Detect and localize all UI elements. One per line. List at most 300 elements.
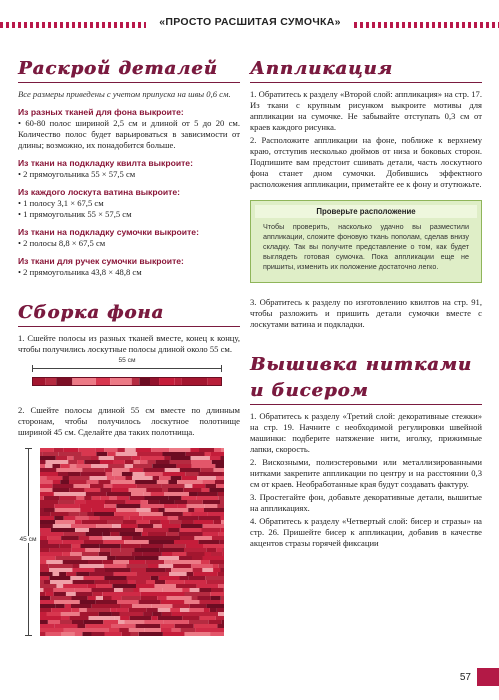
- fabric-piece: [186, 552, 204, 556]
- fabric-piece: [184, 548, 207, 552]
- fabric-piece: [40, 528, 51, 532]
- fabric-piece: [170, 460, 191, 464]
- fabric-piece: [213, 568, 220, 572]
- fabric-piece: [145, 496, 169, 500]
- fabric-piece: [179, 556, 192, 560]
- fabric-piece: [76, 516, 89, 520]
- fabric-piece: [211, 596, 221, 600]
- fabric-piece: [129, 488, 147, 492]
- fabric-piece: [40, 600, 54, 604]
- fabric-piece: [182, 588, 189, 592]
- fabric-piece: [149, 540, 174, 544]
- left-column: [18, 58, 240, 636]
- fabric-piece: [88, 628, 109, 632]
- fabric-piece: [89, 528, 110, 532]
- fabric-piece: [214, 448, 221, 452]
- fabric-piece: [159, 564, 174, 568]
- fabric-piece: [73, 580, 95, 584]
- fabric-piece: [153, 524, 162, 528]
- fabric-piece: [194, 508, 204, 512]
- fabric-piece: [40, 456, 56, 460]
- fabric-piece: [40, 596, 50, 600]
- fabric-piece: [143, 612, 152, 616]
- fabric-piece: [142, 516, 168, 520]
- cutting-item: • 1 прямоугольник 55 × 57,5 см: [18, 209, 132, 219]
- fabric-piece: [82, 632, 91, 636]
- fabric-piece: [122, 632, 131, 636]
- fabric-piece: [155, 584, 177, 588]
- fabric-piece: [141, 544, 164, 548]
- fabric-piece: [150, 378, 159, 386]
- fabric-piece: [40, 484, 53, 488]
- fabric-piece: [170, 520, 182, 524]
- fabric-piece: [44, 508, 55, 512]
- fabric-piece: [111, 548, 120, 552]
- fabric-piece: [159, 508, 165, 512]
- fabric-piece: [134, 588, 140, 592]
- fabric-piece: [210, 608, 217, 612]
- fabric-piece: [91, 464, 108, 468]
- cutting-group-title: Из ткани на подкладку сумочки выкроите:: [18, 227, 199, 237]
- fabric-piece: [77, 460, 84, 464]
- fabric-piece: [218, 572, 224, 576]
- fabric-piece: [137, 572, 155, 576]
- fabric-piece: [189, 576, 206, 580]
- fabric-piece: [79, 564, 103, 568]
- fabric-piece: [188, 508, 194, 512]
- fabric-piece: [62, 552, 70, 556]
- cutting-item: • 2 прямоугольника 55 × 57,5 см: [18, 169, 136, 179]
- fabric-piece: [91, 632, 104, 636]
- fabric-piece: [83, 576, 104, 580]
- applique-step-1: 1. Обратитесь к разделу «Второй слой: аппликация» на стр. 17. Из ткани с крупным рисунком выкроите мотивы для аппликации на сумочке. Не забывайте отступать 0,3 см от краев каждого рисунка.: [250, 89, 482, 132]
- fabric-piece: [171, 476, 182, 480]
- fabric-piece: [166, 592, 185, 596]
- fabric-piece: [40, 460, 46, 464]
- fabric-piece: [177, 504, 186, 508]
- fabric-piece: [72, 544, 81, 548]
- fabric-piece: [71, 608, 79, 612]
- fabric-piece: [60, 496, 77, 500]
- fabric-piece: [218, 496, 224, 500]
- fabric-piece: [215, 480, 224, 484]
- cutting-group-title: Из каждого лоскута ватина выкроите:: [18, 187, 180, 197]
- fabric-piece: [203, 556, 225, 560]
- fabric-piece: [79, 536, 90, 540]
- cutting-item: • 2 прямоугольника 43,8 × 48,8 см: [18, 267, 142, 277]
- fabric-piece: [199, 540, 220, 544]
- fabric-piece: [185, 484, 193, 488]
- fabric-piece: [54, 600, 79, 604]
- fabric-piece: [40, 548, 50, 552]
- fabric-piece: [205, 552, 212, 556]
- fabric-piece: [105, 468, 113, 472]
- fabric-piece: [69, 480, 87, 484]
- fabric-piece: [57, 584, 63, 588]
- fabric-piece: [112, 468, 129, 472]
- fabric-piece: [99, 544, 120, 548]
- seam-allowance-note: Все размеры приведены с учетом припуска на швы 0,6 см.: [18, 89, 231, 99]
- fabric-piece: [194, 520, 214, 524]
- fabric-piece: [110, 378, 132, 386]
- fabric-piece: [168, 480, 177, 484]
- fabric-piece: [161, 628, 172, 632]
- fabric-piece: [105, 500, 126, 504]
- fabric-piece: [218, 492, 224, 496]
- fabric-piece: [77, 464, 92, 468]
- fabric-piece: [96, 452, 107, 456]
- fabric-piece: [107, 492, 131, 496]
- fabric-piece: [189, 608, 204, 612]
- fabric-piece: [190, 604, 207, 608]
- fabric-piece: [135, 548, 160, 552]
- embroidery-step-1: 1. Обратитесь к разделу «Третий слой: декоративные стежки» на стр. 19. Начните с необходимой регулировки швейной машинки: подберите натяжение нити, иголку, прижимные лапки, скорость.: [250, 411, 482, 454]
- fabric-piece: [176, 464, 191, 468]
- fabric-piece: [198, 596, 211, 600]
- fabric-piece: [45, 378, 56, 386]
- fabric-piece: [117, 600, 138, 604]
- strip-illustration: [18, 355, 240, 395]
- fabric-piece: [40, 568, 49, 572]
- fabric-piece: [40, 624, 54, 628]
- fabric-piece: [212, 564, 218, 568]
- fabric-piece: [172, 612, 182, 616]
- fabric-piece: [96, 596, 103, 600]
- fabric-piece: [98, 480, 110, 484]
- fabric-piece: [80, 472, 105, 476]
- fabric-piece: [50, 596, 71, 600]
- applique-heading: Аппликация: [250, 58, 393, 79]
- fabric-piece: [69, 476, 90, 480]
- fabric-piece: [40, 616, 62, 620]
- fabric-piece: [192, 484, 205, 488]
- fabric-piece: [80, 600, 96, 604]
- fabric-piece: [165, 468, 180, 472]
- fabric-piece: [55, 520, 75, 524]
- fabric-piece: [180, 608, 189, 612]
- cutting-item: • 1 полосу 3,1 × 67,5 см: [18, 198, 104, 208]
- fabric-piece: [202, 488, 210, 492]
- fabric-piece: [163, 452, 186, 456]
- fabric-piece: [207, 378, 222, 386]
- fabric-piece: [78, 448, 95, 452]
- fabric-piece: [72, 564, 79, 568]
- fabric-piece: [133, 464, 152, 468]
- fabric-piece: [88, 596, 96, 600]
- fabric-piece: [45, 464, 53, 468]
- fabric-piece: [118, 620, 124, 624]
- fabric-piece: [116, 504, 140, 508]
- fabric-piece: [99, 612, 112, 616]
- fabric-piece: [110, 528, 136, 532]
- fabric-piece: [132, 476, 153, 480]
- fabric-piece: [40, 564, 48, 568]
- fabric-piece: [82, 468, 105, 472]
- fabric-piece: [156, 460, 170, 464]
- fabric-piece: [182, 612, 194, 616]
- fabric-piece: [78, 624, 86, 628]
- fabric-piece: [221, 568, 225, 572]
- fabric-piece: [159, 476, 171, 480]
- fabric-piece: [40, 532, 41, 536]
- fabric-piece: [151, 576, 159, 580]
- fabric-piece: [140, 588, 163, 592]
- fabric-piece: [40, 524, 53, 528]
- fabric-piece: [40, 496, 44, 500]
- fabric-piece: [158, 616, 182, 620]
- fabric-piece: [142, 532, 148, 536]
- fabric-piece: [64, 532, 86, 536]
- fabric-piece: [63, 560, 88, 564]
- fabric-piece: [220, 500, 224, 504]
- fabric-piece: [66, 592, 76, 596]
- fabric-piece: [190, 448, 199, 452]
- fabric-piece: [169, 448, 190, 452]
- fabric-piece: [137, 484, 162, 488]
- fabric-piece: [130, 632, 138, 636]
- header-dotted-rule-left: [0, 22, 146, 28]
- fabric-piece: [210, 560, 224, 564]
- fabric-piece: [190, 588, 200, 592]
- fabric-piece: [184, 600, 199, 604]
- fabric-piece: [91, 456, 99, 460]
- fabric-piece: [168, 496, 181, 500]
- fabric-piece: [56, 468, 82, 472]
- fabric-piece: [142, 552, 162, 556]
- fabric-piece: [84, 620, 103, 624]
- fabric-piece: [186, 452, 205, 456]
- fabric-piece: [186, 544, 203, 548]
- fabric-piece: [141, 596, 157, 600]
- fabric-piece: [84, 496, 92, 500]
- fabric-piece: [198, 516, 220, 520]
- fabric-piece: [134, 460, 140, 464]
- fabric-piece: [171, 568, 192, 572]
- fabric-piece: [129, 560, 145, 564]
- fabric-piece: [193, 612, 218, 616]
- fabric-piece: [89, 616, 114, 620]
- fabric-piece: [40, 476, 46, 480]
- fabric-piece: [181, 520, 194, 524]
- fabric-piece: [40, 612, 47, 616]
- fabric-piece: [53, 484, 74, 488]
- fabric-piece: [114, 456, 132, 460]
- fabric-piece: [135, 480, 157, 484]
- fabric-piece: [95, 580, 110, 584]
- tip-box-text: Чтобы проверить, насколько удачно вы разместили аппликации, сложите фоновую ткань пополам, сделав внизу складку. Так вы получите представление о том, как будет выглядеть готовая сумочка. Пока аппликации еще не пришиты, изменить их положение достаточно легко.: [263, 222, 469, 271]
- fabric-piece: [75, 528, 89, 532]
- fabric-piece: [90, 484, 104, 488]
- fabric-piece: [55, 508, 81, 512]
- fabric-piece: [56, 556, 82, 560]
- fabric-piece: [72, 568, 94, 572]
- fabric-piece: [172, 560, 195, 564]
- fabric-piece: [96, 584, 112, 588]
- fabric-piece: [151, 604, 172, 608]
- fabric-piece: [218, 584, 224, 588]
- fabric-piece: [71, 548, 85, 552]
- fabric-piece: [132, 536, 157, 540]
- fabric-piece: [172, 604, 189, 608]
- fabric-piece: [99, 552, 111, 556]
- fabric-piece: [201, 560, 210, 564]
- fabric-piece: [112, 584, 136, 588]
- fabric-piece: [79, 608, 86, 612]
- fabric-piece: [85, 548, 99, 552]
- fabric-piece: [82, 552, 99, 556]
- fabric-piece: [133, 472, 145, 476]
- fabric-piece: [94, 512, 114, 516]
- fabric-piece: [48, 620, 60, 624]
- fabric-piece: [160, 624, 174, 628]
- heading-underline: [18, 326, 240, 327]
- fabric-piece: [169, 572, 187, 576]
- fabric-piece: [32, 378, 45, 386]
- fabric-piece: [130, 516, 142, 520]
- fabric-piece: [197, 496, 219, 500]
- fabric-piece: [46, 476, 62, 480]
- fabric-piece: [180, 528, 202, 532]
- fabric-piece: [117, 448, 125, 452]
- fabric-piece: [220, 540, 224, 544]
- fabric-piece: [155, 572, 170, 576]
- fabric-piece: [163, 512, 183, 516]
- fabric-piece: [84, 460, 100, 464]
- fabric-piece: [107, 476, 115, 480]
- cutting-item: • 60-80 полос шириной 2,5 см и длиной от 5 до 20 см. Количество полос будет варьироваться в зависимости от длины; возможно, их понадобится больше.: [18, 118, 240, 150]
- fabric-piece: [129, 608, 147, 612]
- fabric-piece: [71, 524, 96, 528]
- fabric-piece: [129, 496, 144, 500]
- fabric-piece: [123, 520, 137, 524]
- fabric-piece: [72, 378, 96, 386]
- fabric-piece: [76, 572, 89, 576]
- fabric-piece: [146, 568, 165, 572]
- fabric-piece: [210, 632, 224, 636]
- fabric-piece: [101, 496, 109, 500]
- fabric-piece: [125, 464, 133, 468]
- fabric-piece: [40, 492, 54, 496]
- fabric-piece: [63, 584, 87, 588]
- fabric-piece: [191, 564, 212, 568]
- fabric-piece: [222, 472, 224, 476]
- fabric-piece: [40, 584, 57, 588]
- fabric-piece: [164, 544, 186, 548]
- fabric-piece: [87, 584, 96, 588]
- fabric-piece: [161, 600, 185, 604]
- fabric-piece: [46, 460, 69, 464]
- fabric-piece: [121, 544, 141, 548]
- fabric-piece: [124, 516, 130, 520]
- fabric-piece: [183, 488, 201, 492]
- fabric-piece: [214, 520, 221, 524]
- fabric-piece: [111, 624, 136, 628]
- fabric-piece: [54, 592, 66, 596]
- fabric-piece: [147, 608, 158, 612]
- fabric-piece: [143, 492, 150, 496]
- cutting-group-title: Из ткани на подкладку квилта выкроите:: [18, 158, 193, 168]
- fabric-piece: [139, 632, 163, 636]
- fabric-piece: [40, 452, 43, 456]
- fabric-piece: [40, 504, 54, 508]
- fabric-piece: [168, 516, 178, 520]
- fabric-piece: [102, 592, 120, 596]
- fabric-piece: [189, 492, 198, 496]
- fabric-piece: [54, 624, 77, 628]
- fabric-piece: [40, 480, 53, 484]
- fabric-piece: [204, 508, 224, 512]
- fabric-piece: [49, 568, 72, 572]
- fabric-piece: [164, 504, 178, 508]
- fabric-piece: [113, 484, 137, 488]
- fabric-piece: [159, 548, 184, 552]
- page-header: [0, 10, 499, 30]
- fabric-piece: [86, 532, 103, 536]
- fabric-piece: [70, 552, 82, 556]
- fabric-piece: [86, 492, 107, 496]
- fabric-piece: [125, 460, 134, 464]
- fabric-piece: [159, 556, 179, 560]
- fabric-piece: [135, 556, 159, 560]
- fabric-piece: [208, 512, 224, 516]
- fabric-piece: [148, 500, 160, 504]
- fabric-piece: [199, 448, 214, 452]
- fabric-piece: [53, 488, 70, 492]
- fabric-piece: [69, 488, 84, 492]
- fabric-piece: [75, 632, 83, 636]
- fabric-piece: [44, 580, 50, 584]
- fabric-piece: [82, 520, 108, 524]
- fabric-piece: [104, 504, 116, 508]
- fabric-piece: [155, 580, 165, 584]
- fabric-piece: [174, 540, 199, 544]
- fabric-piece: [100, 460, 113, 464]
- fabric-piece: [216, 616, 224, 620]
- panel-height-label: 45 см: [16, 536, 40, 543]
- fabric-piece: [215, 464, 224, 468]
- fabric-piece: [121, 524, 138, 528]
- fabric-piece: [203, 524, 224, 528]
- fabric-piece: [211, 588, 224, 592]
- fabric-piece: [70, 576, 83, 580]
- fabric-piece: [207, 604, 224, 608]
- fabric-piece: [180, 576, 189, 580]
- fabric-piece: [106, 472, 113, 476]
- fabric-piece: [122, 472, 133, 476]
- fabric-piece: [216, 476, 224, 480]
- fabric-piece: [115, 476, 126, 480]
- fabric-piece: [146, 580, 155, 584]
- fabric-piece: [181, 496, 196, 500]
- fabric-piece: [146, 488, 162, 492]
- strip-width-label: 55 см: [112, 357, 142, 364]
- fabric-piece: [197, 476, 216, 480]
- fabric-piece: [114, 588, 123, 592]
- fabric-piece: [216, 484, 224, 488]
- fabric-piece: [40, 520, 55, 524]
- fabric-piece: [54, 504, 79, 508]
- fabric-piece: [220, 516, 224, 520]
- fabric-piece: [187, 504, 205, 508]
- fabric-piece: [47, 536, 61, 540]
- fabric-piece: [92, 588, 115, 592]
- fabric-piece: [40, 472, 58, 476]
- fabric-piece: [49, 564, 73, 568]
- fabric-piece: [110, 532, 119, 536]
- heading-underline: [250, 82, 482, 83]
- fabric-piece: [162, 612, 172, 616]
- fabric-piece: [40, 632, 46, 636]
